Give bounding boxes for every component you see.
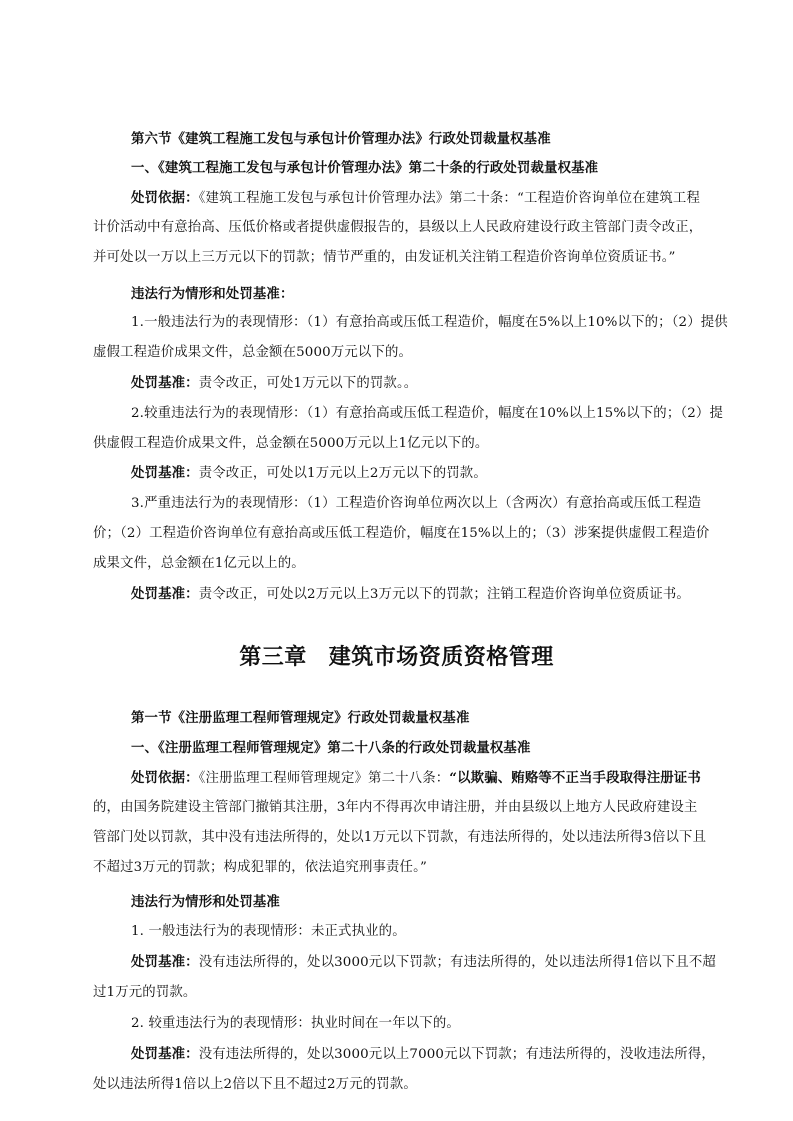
subsection-heading: 一、《注册监理工程师管理规定》第二十八条的行政处罚裁量权基准 [131, 740, 531, 756]
paragraph-line: 不超过3万元的罚款；构成犯罪的，依法追究刑事责任。” [93, 860, 427, 875]
penalty-standard-line: 处罚基准：责令改正，可处以1万元以上2万元以下的罚款。 [131, 465, 487, 481]
section-heading: 第六节《建筑工程施工发包与承包计价管理办法》行政处罚裁量权基准 [131, 131, 551, 147]
case-general: 1.一般违法行为的表现情形：（1）有意抬高或压低工程造价，幅度在5%以上10%以下的；（2）提供 [131, 315, 728, 330]
chapter-title [0, 644, 793, 672]
paragraph-line: 的，由国务院建设主管部门撤销其注册，3年内不得再次申请注册，并由县级以上地方人民政府建设主 [93, 800, 698, 815]
paragraph-line: 计价活动中有意抬高、压低价格或者提供虚假报告的，县级以上人民政府建设行政主管部门责令改正， [93, 220, 703, 235]
penalty-standard-label: 处罚基准： [131, 586, 199, 602]
section-heading: 第一节《注册监理工程师管理规定》行政处罚裁量权基准 [131, 710, 470, 726]
chapter-name: 建筑市场资质资格管理 [328, 645, 554, 670]
penalty-basis-line [131, 188, 700, 209]
paragraph-line: 并可处以一万以上三万元以下的罚款；情节严重的，由发证机关注销工程造价咨询单位资质证书。” [93, 250, 676, 265]
penalty-basis-text: 《建筑工程施工发包与承包计价管理办法》第二十条：“工程造价咨询单位在建筑工程 [198, 191, 700, 206]
penalty-standard-line: 处罚基准：没有违法所得的，处以3000元以上7000元以下罚款；有违法所得的，没收违法所得， [131, 1046, 715, 1062]
paragraph-line: 管部门处以罚款，其中没有违法所得的，处以1万元以下罚款，有违法所得的，处以违法所得3倍以下且 [93, 830, 707, 845]
penalty-standard-label: 处罚基准： [131, 954, 199, 970]
case-serious: 2. 较重违法行为的表现情形：执业时间在一年以下的。 [131, 1016, 460, 1031]
paragraph-line: 过1万元的罚款。 [93, 985, 197, 1000]
penalty-basis-label: 处罚依据： [131, 770, 199, 786]
subsection-heading: 一、《建筑工程施工发包与承包计价管理办法》第二十条的行政处罚裁量权基准 [131, 160, 599, 176]
chapter-number: 第三章 [239, 645, 307, 670]
paragraph-line: 处以违法所得1倍以上2倍以下且不超过2万元的罚款。 [93, 1077, 417, 1092]
penalty-standard-line: 处罚基准：没有违法所得的，处以3000元以下罚款；有违法所得的，处以违法所得1倍以下且不超 [131, 954, 716, 970]
penalty-basis-label: 处罚依据： [131, 190, 199, 206]
paragraph-line: 价；（2）工程造价咨询单位有意抬高或压低工程造价，幅度在15%以上的；（3）涉案提供虚假工程造价 [93, 526, 710, 541]
cases-title: 违法行为情形和处罚基准： [131, 286, 294, 302]
paragraph-line: 供虚假工程造价成果文件，总金额在5000万元以上1亿元以下的。 [93, 436, 489, 451]
penalty-standard-label: 处罚基准： [131, 1046, 199, 1062]
cases-title: 违法行为情形和处罚基准 [131, 894, 280, 910]
case-general: 1. 一般违法行为的表现情形：未正式执业的。 [131, 924, 406, 939]
penalty-standard-line: 处罚基准：责令改正，可处1万元以下的罚款。。 [131, 375, 418, 391]
penalty-basis-line: 处罚依据：《注册监理工程师管理规定》第二十八条：“以欺骗、贿赂等不正当手段取得注册证书 [131, 770, 701, 786]
penalty-standard-label: 处罚基准： [131, 375, 199, 391]
paragraph-line: 虚假工程造价成果文件，总金额在5000万元以下的。 [93, 345, 413, 360]
case-severe: 3.严重违法行为的表现情形：（1）工程造价咨询单位两次以上（含两次）有意抬高或压低工程造 [131, 496, 702, 511]
case-serious: 2.较重违法行为的表现情形：（1）有意抬高或压低工程造价，幅度在10%以上15%以下的；（2）提 [131, 406, 723, 421]
penalty-standard-line: 处罚基准：责令改正，可处以2万元以上3万元以下的罚款；注销工程造价咨询单位资质证书。 [131, 586, 690, 602]
paragraph-line: 成果文件，总金额在1亿元以上的。 [93, 556, 305, 571]
penalty-standard-label: 处罚基准： [131, 465, 199, 481]
